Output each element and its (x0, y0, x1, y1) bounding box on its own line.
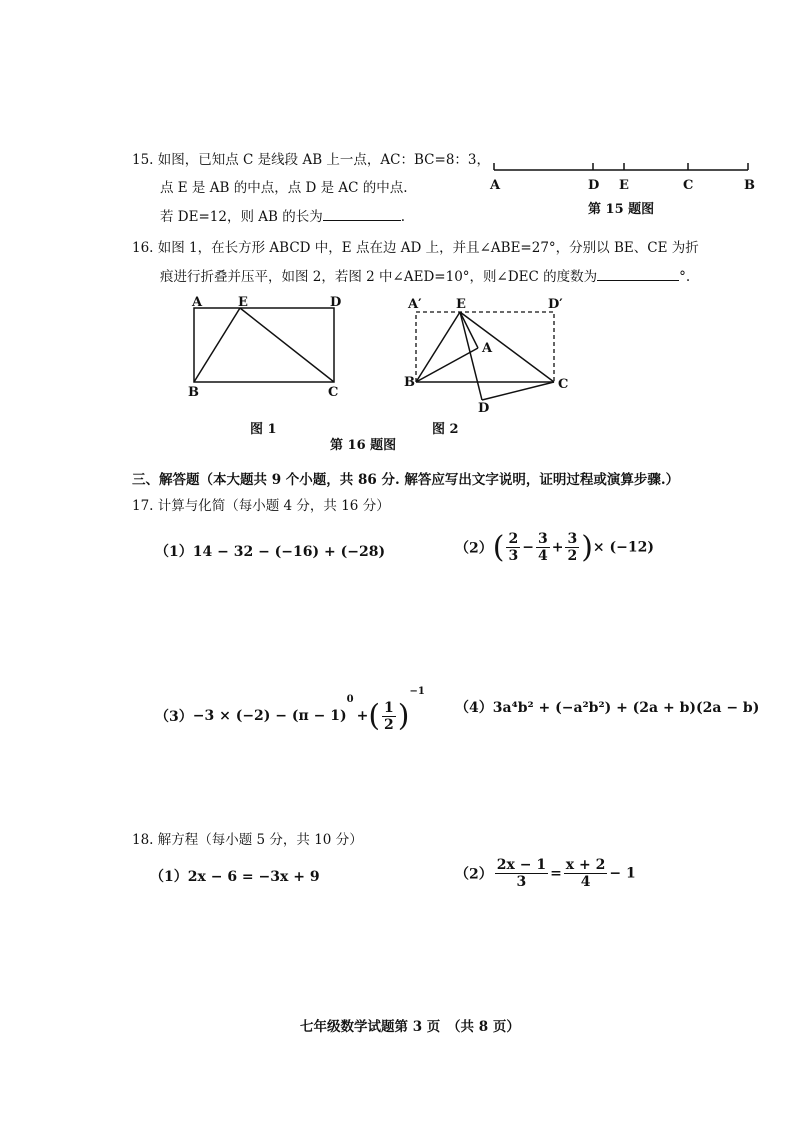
q15-line2: 点 E 是 AB 的中点，点 D 是 AC 的中点. (160, 180, 408, 196)
q15-line3: 若 DE=12，则 AB 的长为 . (160, 206, 405, 227)
fig2-label-a: A (482, 341, 493, 356)
q16-caption: 第 16 题图 (330, 438, 397, 453)
section-3-title: 三、解答题（本大题共 9 个小题，共 86 分. 解答应写出文字说明，证明过程或演算步骤.） (132, 472, 680, 488)
q16-fig2-caption: 图 2 (432, 422, 459, 437)
label-b: B (744, 178, 755, 193)
label-d: D (588, 178, 600, 193)
fig1-label-b: B (188, 385, 199, 400)
fig1-label-d: D (330, 295, 342, 310)
fig2-label-a-prime: A′ (408, 297, 422, 312)
fig2-label-e: E (456, 297, 466, 312)
fig2-label-c: C (558, 377, 569, 392)
label-e: E (619, 178, 629, 193)
q15-line1: 15. 如图，已知点 C 是线段 AB 上一点，AC：BC=8：3， (132, 152, 490, 168)
label-a: A (490, 178, 501, 193)
q17-part1: （1）14 − 32 − (−16) + (−28) (155, 544, 386, 560)
q17-part4: （4）3a⁴b² + (−a²b²) + (2a + b)(2a − b) (455, 700, 760, 716)
q15-answer-blank[interactable] (323, 206, 401, 221)
q16-figure-2 (400, 292, 580, 418)
q15-segment-figure (480, 156, 760, 200)
q17-title: 17. 计算与化简（每小题 4 分，共 16 分） (132, 498, 390, 514)
fig2-label-d: D (478, 401, 490, 416)
q16-fig1-caption: 图 1 (250, 422, 277, 437)
q18-part1: （1）2x − 6 = −3x + 9 (150, 869, 320, 885)
q16-answer-blank[interactable] (597, 266, 679, 281)
q16-figure-1 (180, 292, 350, 408)
fig1-label-e: E (238, 295, 248, 310)
q17-part2: （2）( $\frac{2}{3}$ − $\frac{3}{4}$ + $\frac{3}{2}$ )× (−12) (455, 530, 654, 565)
q16-line1: 16. 如图 1，在长方形 ABCD 中，E 点在边 AD 上，并且∠ABE=27°，分别以 BE、CE 为折 (132, 240, 699, 256)
q18-title: 18. 解方程（每小题 5 分，共 10 分） (132, 832, 363, 848)
q17-part3: $(3)-3 \times (-2) - (\pi - 1)^0+$( $\frac{1}{2}$ )$^{-1}$ (155, 686, 425, 734)
q18-part2: （2） $\frac{2x - 1}{3}$ = $\frac{x + 2}{4}$ − 1 (455, 857, 636, 890)
q16-line2: 痕进行折叠并压平，如图 2，若图 2 中∠AED=10°，则∠DEC 的度数为 °. (160, 266, 690, 287)
fig2-label-b: B (404, 375, 415, 390)
page-footer: 七年级数学试题第 3 页 （共 8 页） (300, 1019, 520, 1035)
fig1-label-a: A (192, 295, 203, 310)
rectangle-abcd (194, 308, 334, 382)
fig2-label-d-prime: D′ (548, 297, 563, 312)
fig1-label-c: C (328, 385, 339, 400)
label-c: C (683, 178, 694, 193)
q15-caption: 第 15 题图 (588, 202, 655, 217)
